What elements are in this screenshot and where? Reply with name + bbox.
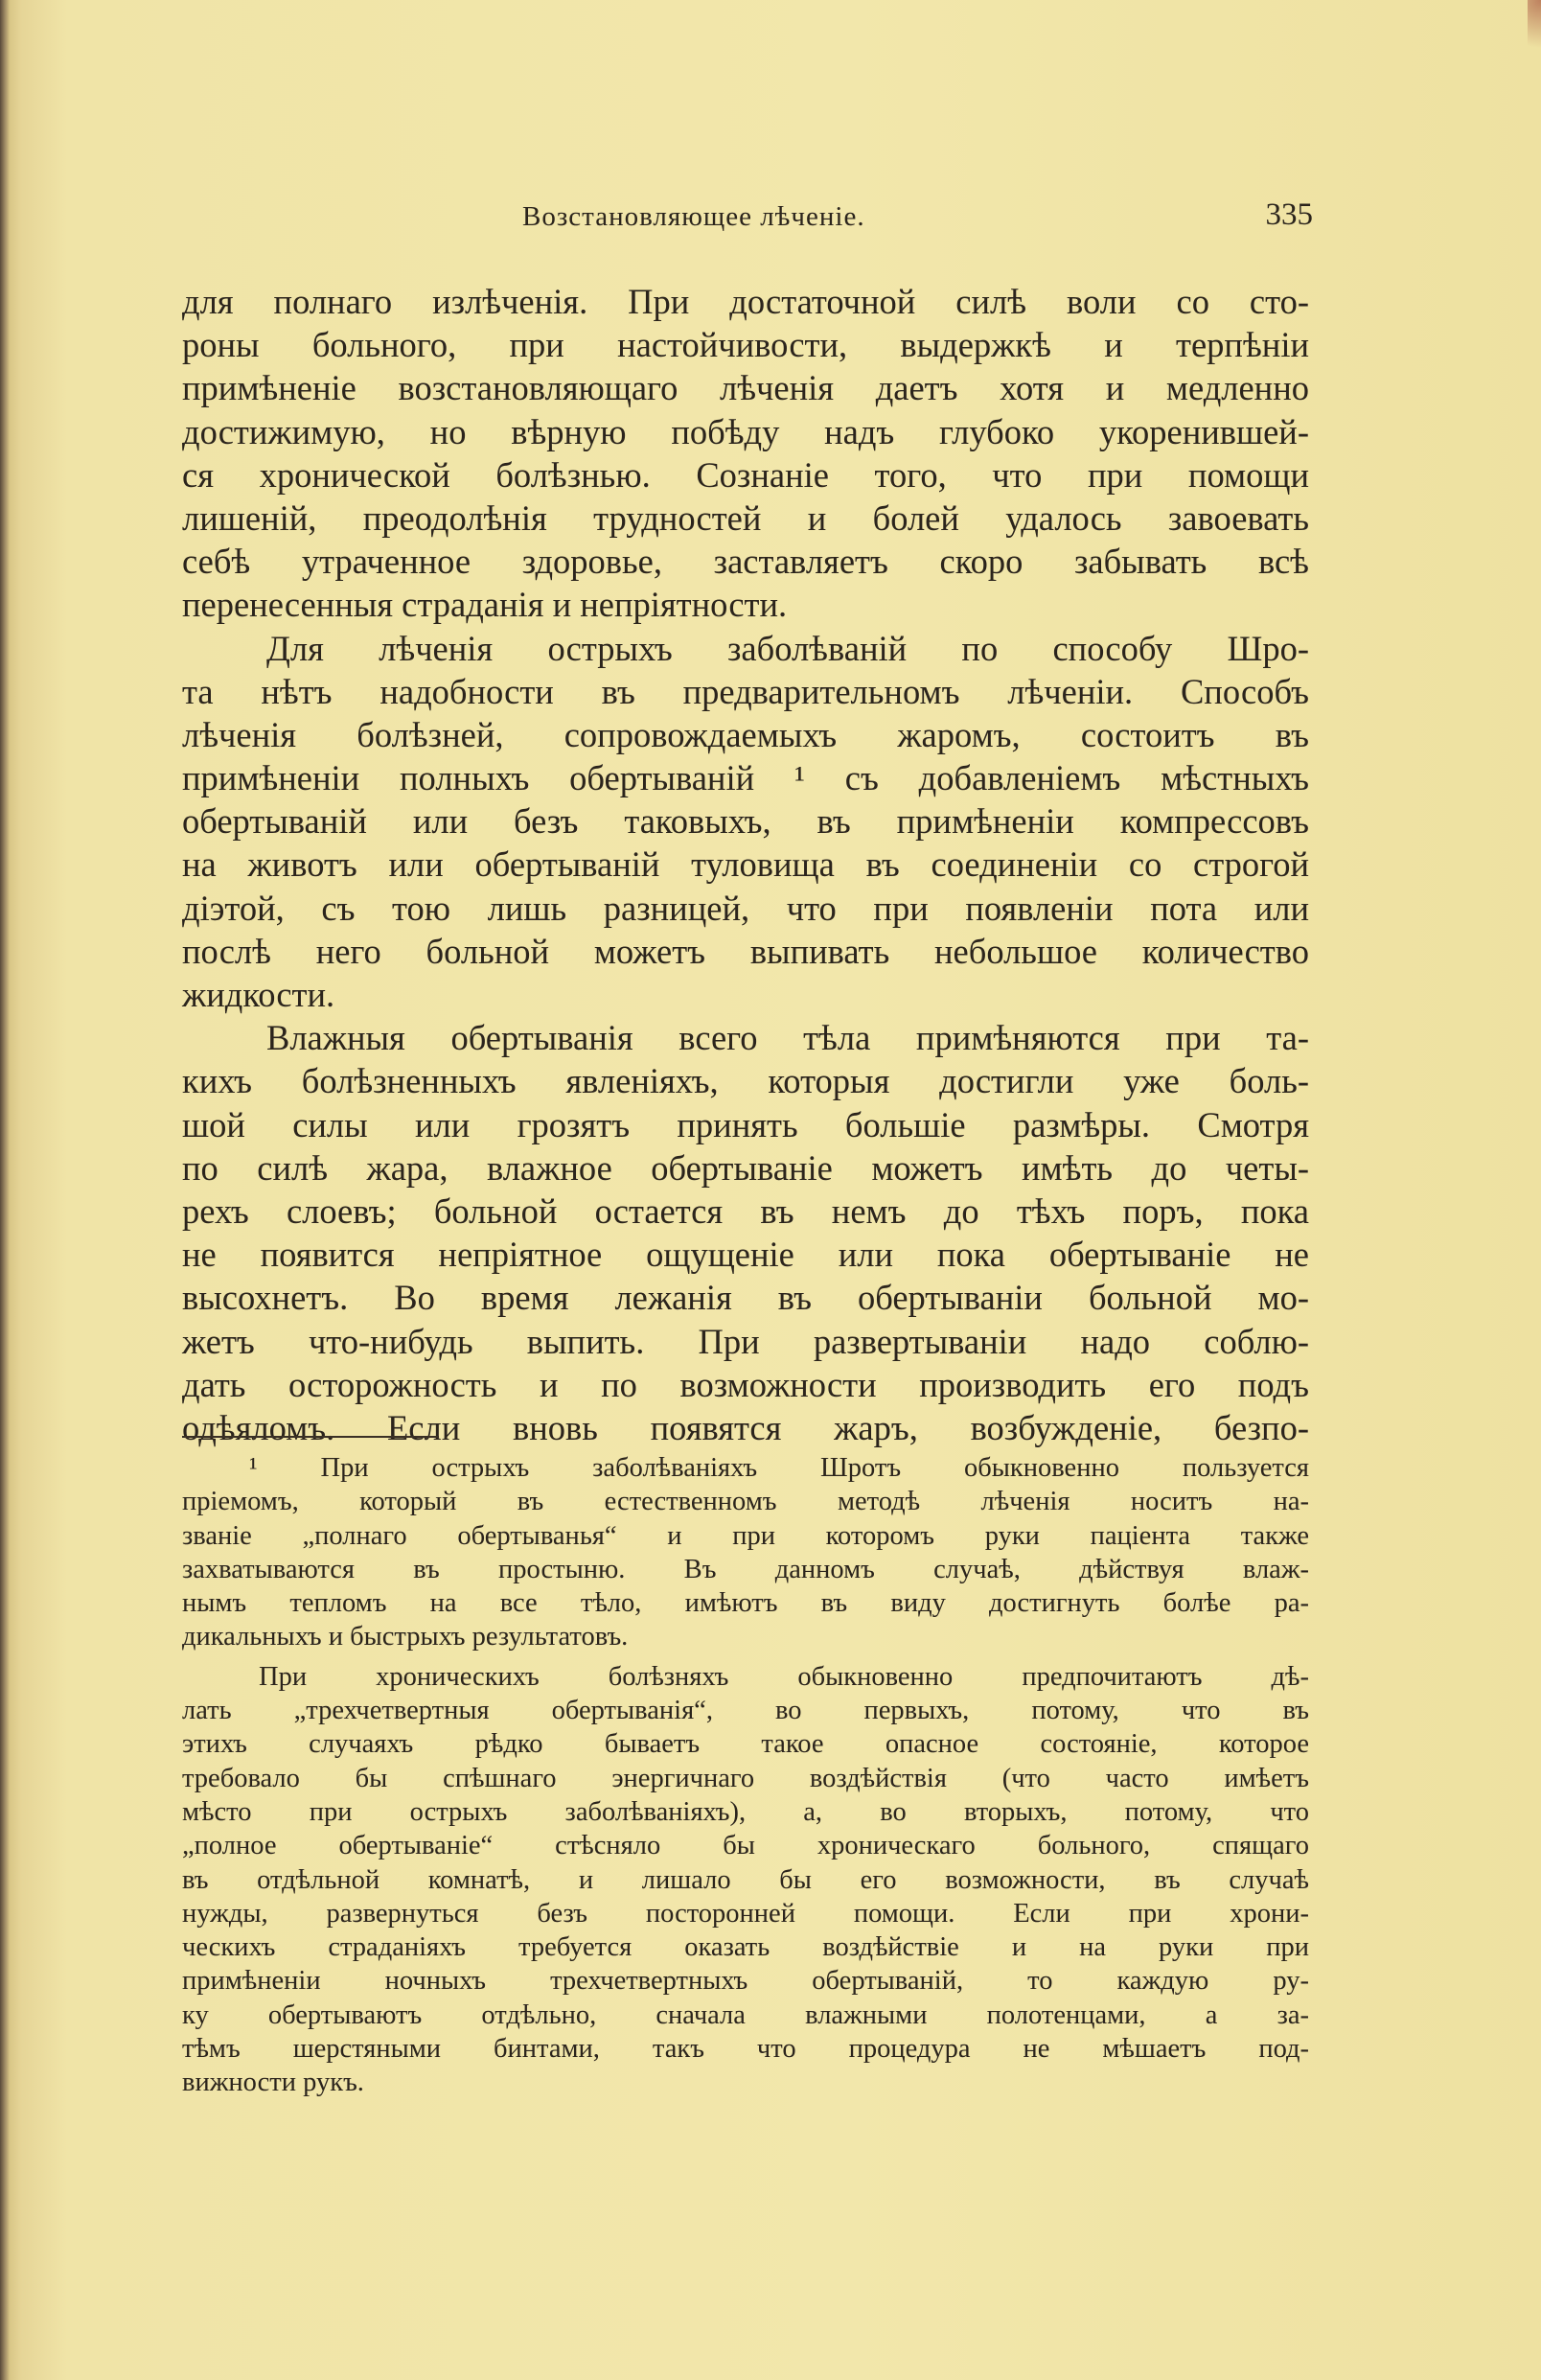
footnote-line: требовало бы спѣшнаго энергичнаго воздѣйствія (что часто имѣетъ xyxy=(182,1763,1309,1793)
footnote xyxy=(182,1451,1309,1654)
text-line: по силѣ жара, влажное обертываніе можетъ имѣть до четы- xyxy=(182,1147,1309,1188)
footnote-line: дикальныхъ и быстрыхъ результатовъ. xyxy=(182,1622,629,1652)
footnote-line: этихъ случаяхъ рѣдко бываетъ такое опасное состояніе, которое xyxy=(182,1729,1309,1760)
page-number: 335 xyxy=(1265,197,1313,232)
footnote-line: нымъ тепломъ на все тѣло, имѣютъ въ виду достигнуть болѣе ра- xyxy=(182,1588,1309,1619)
text-line: та нѣтъ надобности въ предварительномъ лѣченіи. Способъ xyxy=(182,671,1309,711)
text-line: діэтой, съ тою лишь разницей, что при появленіи пота или xyxy=(182,888,1309,928)
text-line: на животъ или обертываній туловища въ соединеніи со строгой xyxy=(182,844,1309,885)
paragraph xyxy=(182,1016,1309,1449)
text-line: высохнетъ. Во время лежанія въ обертываніи больной мо- xyxy=(182,1278,1309,1318)
paragraph xyxy=(182,280,1309,627)
text-line: лишеній, преодолѣнія трудностей и болей удалось завоевать xyxy=(182,497,1309,538)
text-line: ся хронической болѣзнью. Сознаніе того, что при помощи xyxy=(182,454,1309,495)
footnote-line: ческихъ страданіяхъ требуется оказать воздѣйствіе и на руки при xyxy=(182,1932,1309,1963)
text-line: обертываній или безъ таковыхъ, въ примѣненіи компрессовъ xyxy=(182,801,1309,842)
text-line: жидкости. xyxy=(182,975,335,1014)
text-line: для полнаго излѣченія. При достаточной силѣ воли со сто- xyxy=(182,282,1309,321)
text-line: достижимую, но вѣрную побѣду надъ глубоко укоренившей- xyxy=(182,411,1309,451)
footnote-line: При хроническихъ болѣзняхъ обыкновенно предпочитаютъ дѣ- xyxy=(259,1661,1309,1692)
text-line: жетъ что-нибудь выпить. При развертываніи надо соблю- xyxy=(182,1321,1309,1361)
footnote-line: тѣмъ шерстяными бинтами, такъ что процедура не мѣшаетъ под- xyxy=(182,2034,1309,2065)
footnote-line: въ отдѣльной комнатѣ, и лишало бы его возможности, въ случаѣ xyxy=(182,1864,1309,1895)
text-line: себѣ утраченное здоровье, заставляетъ скоро забывать всѣ xyxy=(182,542,1309,582)
footnote-line: ку обертываютъ отдѣльно, сначала влажными полотенцами, а за- xyxy=(182,1999,1309,2030)
footnote-line: пріемомъ, который въ естественномъ методѣ лѣченія носитъ на- xyxy=(182,1487,1309,1517)
footnote-line: захватываются въ простыню. Въ данномъ случаѣ, дѣйствуя влаж- xyxy=(182,1554,1309,1584)
footnote-line: званіе „полнаго обертыванья“ и при которомъ руки паціента также xyxy=(182,1520,1309,1551)
text-line: лѣченія болѣзней, сопровождаемыхъ жаромъ, состоитъ въ xyxy=(182,714,1309,754)
footnote xyxy=(182,1660,1309,2100)
footnote-line: ¹ При острыхъ заболѣваніяхъ Шротъ обыкновенно пользуется xyxy=(249,1453,1309,1483)
page-header xyxy=(182,197,1313,240)
text-line: дать осторожность и по возможности производить его подъ xyxy=(182,1364,1309,1404)
text-line: примѣненіи полныхъ обертываній ¹ съ добавленіемъ мѣстныхъ xyxy=(182,758,1309,798)
footnote-line: нужды, развернуться безъ посторонней помощи. Если при хрони- xyxy=(182,1898,1309,1929)
footnote-line: вижности рукъ. xyxy=(182,2068,364,2098)
text-line: не появится непріятное ощущеніе или пока обертываніе не xyxy=(182,1235,1309,1275)
text-line: роны больного, при настойчивости, выдержкѣ и терпѣніи xyxy=(182,325,1309,365)
text-line: перенесенныя страданія и непріятности. xyxy=(182,585,788,625)
footnote-line: мѣсто при острыхъ заболѣваніяхъ), а, во вторыхъ, потому, что xyxy=(182,1796,1309,1827)
footnote-line: лать „трехчетвертныя обертыванія“, во первыхъ, потому, что въ xyxy=(182,1696,1309,1726)
main-text xyxy=(182,280,1309,1449)
text-line: Для лѣченія острыхъ заболѣваній по способу Шро- xyxy=(266,628,1309,668)
text-line: шой силы или грозятъ принять большіе размѣры. Смотря xyxy=(182,1104,1309,1144)
text-line: рехъ слоевъ; больной остается въ немъ до тѣхъ поръ, пока xyxy=(182,1190,1309,1231)
running-title: Возстановляющее лѣченіе. xyxy=(522,201,865,232)
paragraph xyxy=(182,627,1309,1017)
text-line: Влажныя обертыванія всего тѣла примѣняются при та- xyxy=(266,1018,1309,1058)
footnote-line: „полное обертываніе“ стѣсняло бы хроническаго больного, спящаго xyxy=(182,1831,1309,1861)
footnote-line: примѣненіи ночныхъ трехчетвертныхъ обертываній, то каждую ру- xyxy=(182,1966,1309,1997)
text-line: кихъ болѣзненныхъ явленіяхъ, которыя достигли уже боль- xyxy=(182,1061,1309,1101)
text-line: послѣ него больной можетъ выпивать небольшое количество xyxy=(182,931,1309,971)
footnote-divider xyxy=(182,1436,439,1438)
footnotes xyxy=(182,1451,1309,2106)
text-line: примѣненіе возстановляющаго лѣченія даетъ хотя и медленно xyxy=(182,368,1309,408)
text-line: одѣяломъ. Если вновь появятся жаръ, возбужденіе, безпо- xyxy=(182,1407,1309,1447)
